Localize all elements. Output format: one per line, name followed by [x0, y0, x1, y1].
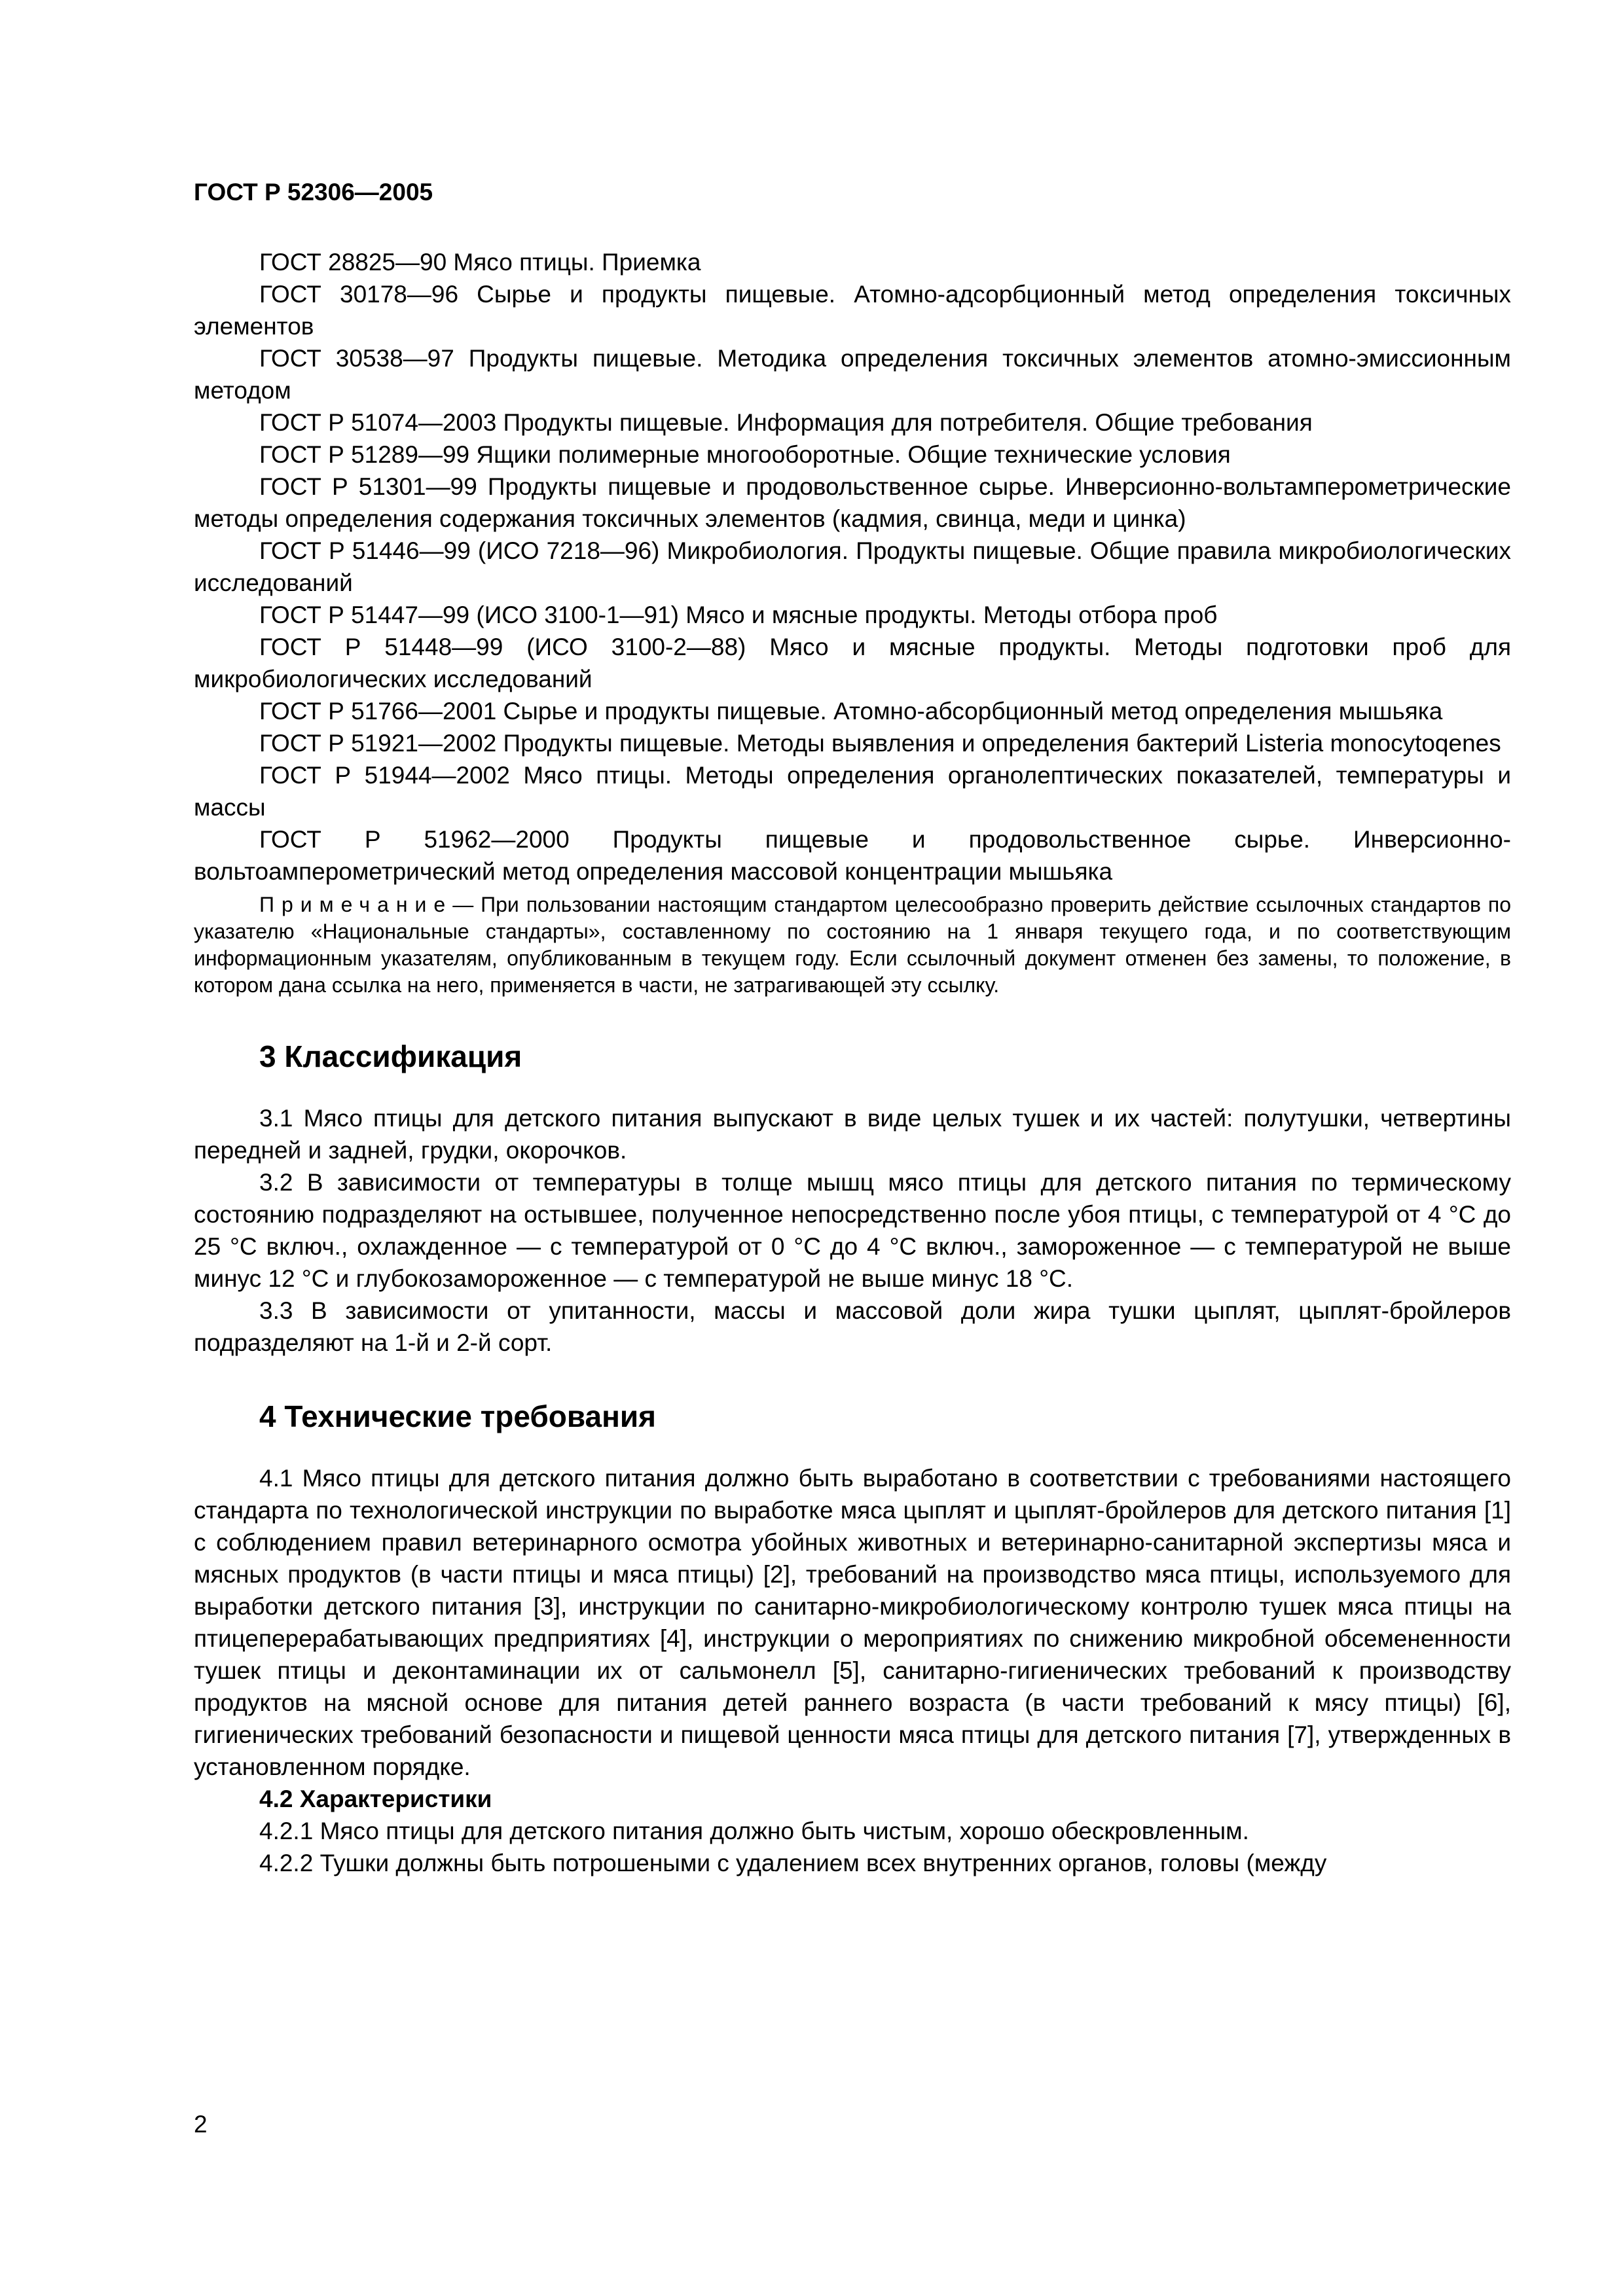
reference-item: ГОСТ Р 51921—2002 Продукты пищевые. Методы выявления и определения бактерий Listeria monocytoqenes [259, 730, 1501, 757]
reference-item: ГОСТ 30538—97 Продукты пищевые. Методика определения токсичных элементов атомно-эмиссионным методом [194, 345, 1511, 404]
note-text: — При пользовании настоящим стандартом целесообразно проверить действие ссылочных стандартов по указателю «Национальные стандарты», составленному по состоянию на 1 января текущего года, и по соответствующим информационным указателям, опубликованным в текущем году. Если ссылочный документ отменен без замены, то положение, в котором дана ссылка на него, применяется в части, не затрагивающей эту ссылку. [194, 893, 1511, 997]
paragraph-3-2: 3.2 В зависимости от температуры в толще мышц мясо птицы для детского питания по термическому состоянию подразделяют на остывшее, полученное непосредственно после убоя птицы, с температурой от 4 °С до 25 °С включ., охлажденное — с температурой от 0 °С до 4 °С включ., замороженное — с температурой не выше минус 12 °С и глубокозамороженное — с температурой не выше минус 18 °С. [194, 1169, 1511, 1292]
section-4-title: 4 Технические требования [259, 1399, 656, 1433]
paragraph-4-2-1: 4.2.1 Мясо птицы для детского питания должно быть чистым, хорошо обескровленным. [259, 1818, 1249, 1844]
reference-item: ГОСТ Р 51962—2000 Продукты пищевые и продовольственное сырье. Инверсионно-вольтоамперометрический метод определения массовой концентрации мышьяка [194, 826, 1511, 885]
reference-item: ГОСТ Р 51289—99 Ящики полимерные многооборотные. Общие технические условия [259, 441, 1231, 468]
reference-item: ГОСТ Р 51074—2003 Продукты пищевые. Информация для потребителя. Общие требования [259, 409, 1313, 436]
document-body [194, 246, 1511, 1879]
reference-item: ГОСТ Р 51448—99 (ИСО 3100-2—88) Мясо и мясные продукты. Методы подготовки проб для микробиологических исследований [194, 634, 1511, 692]
reference-item: ГОСТ Р 51301—99 Продукты пищевые и продовольственное сырье. Инверсионно-вольтамперометрические методы определения содержания токсичных элементов (кадмия, свинца, меди и цинка) [194, 473, 1511, 532]
paragraph-4-2-2: 4.2.2 Тушки должны быть потрошеными с удалением всех внутренних органов, головы (между [259, 1850, 1327, 1876]
reference-item: ГОСТ Р 51447—99 (ИСО 3100-1—91) Мясо и мясные продукты. Методы отбора проб [259, 601, 1218, 628]
reference-item: ГОСТ 30178—96 Сырье и продукты пищевые. Атомно-адсорбционный метод определения токсичных элементов [194, 281, 1511, 340]
references-list [194, 246, 1511, 888]
paragraph-3-3: 3.3 В зависимости от упитанности, массы и массовой доли жира тушки цыплят, цыплят-бройлеров подразделяют на 1-й и 2-й сорт. [194, 1297, 1511, 1356]
subsection-4-2-title: 4.2 Характеристики [259, 1785, 492, 1812]
page-number: 2 [194, 2111, 208, 2138]
note [194, 891, 1511, 999]
document-header: ГОСТ Р 52306—2005 [194, 179, 433, 206]
reference-item: ГОСТ Р 51766—2001 Сырье и продукты пищевые. Атомно-абсорбционный метод определения мышьяка [259, 698, 1443, 725]
reference-item: ГОСТ 28825—90 Мясо птицы. Приемка [259, 249, 701, 276]
section-3-title: 3 Классификация [259, 1039, 522, 1073]
paragraph-4-1: 4.1 Мясо птицы для детского питания должно быть выработано в соответствии с требованиями настоящего стандарта по технологической инструкции по выработке мяса цыплят и цыплят-бройлеров для детского питания [1] с соблюдением правил ветеринарного осмотра убойных животных и ветеринарно-санитарной экспертизы мяса и мясных продуктов (в части птицы и мяса птицы) [2], требований на производство мяса птицы, используемого для выработки детского питания [3], инструкции по санитарно-микробиологическому контролю тушек мяса птицы на птицеперерабатывающих предприятиях [4], инструкции о мероприятиях по снижению микробной обсемененности тушек птицы и деконтаминации их от сальмонелл [5], санитарно-гигиенических требований к производству продуктов на мясной основе для питания детей раннего возраста (в части требований к мясу птицы) [6], гигиенических требований безопасности и пищевой ценности мяса птицы для детского питания [7], утвержденных в установленном порядке. [194, 1465, 1511, 1780]
note-label: Примечание [259, 893, 453, 916]
paragraph-3-1: 3.1 Мясо птицы для детского питания выпускают в виде целых тушек и их частей: полутушки, четвертины передней и задней, грудки, окорочков. [194, 1105, 1511, 1164]
reference-item: ГОСТ Р 51944—2002 Мясо птицы. Методы определения органолептических показателей, температуры и массы [194, 762, 1511, 821]
reference-item: ГОСТ Р 51446—99 (ИСО 7218—96) Микробиология. Продукты пищевые. Общие правила микробиологических исследований [194, 537, 1511, 596]
